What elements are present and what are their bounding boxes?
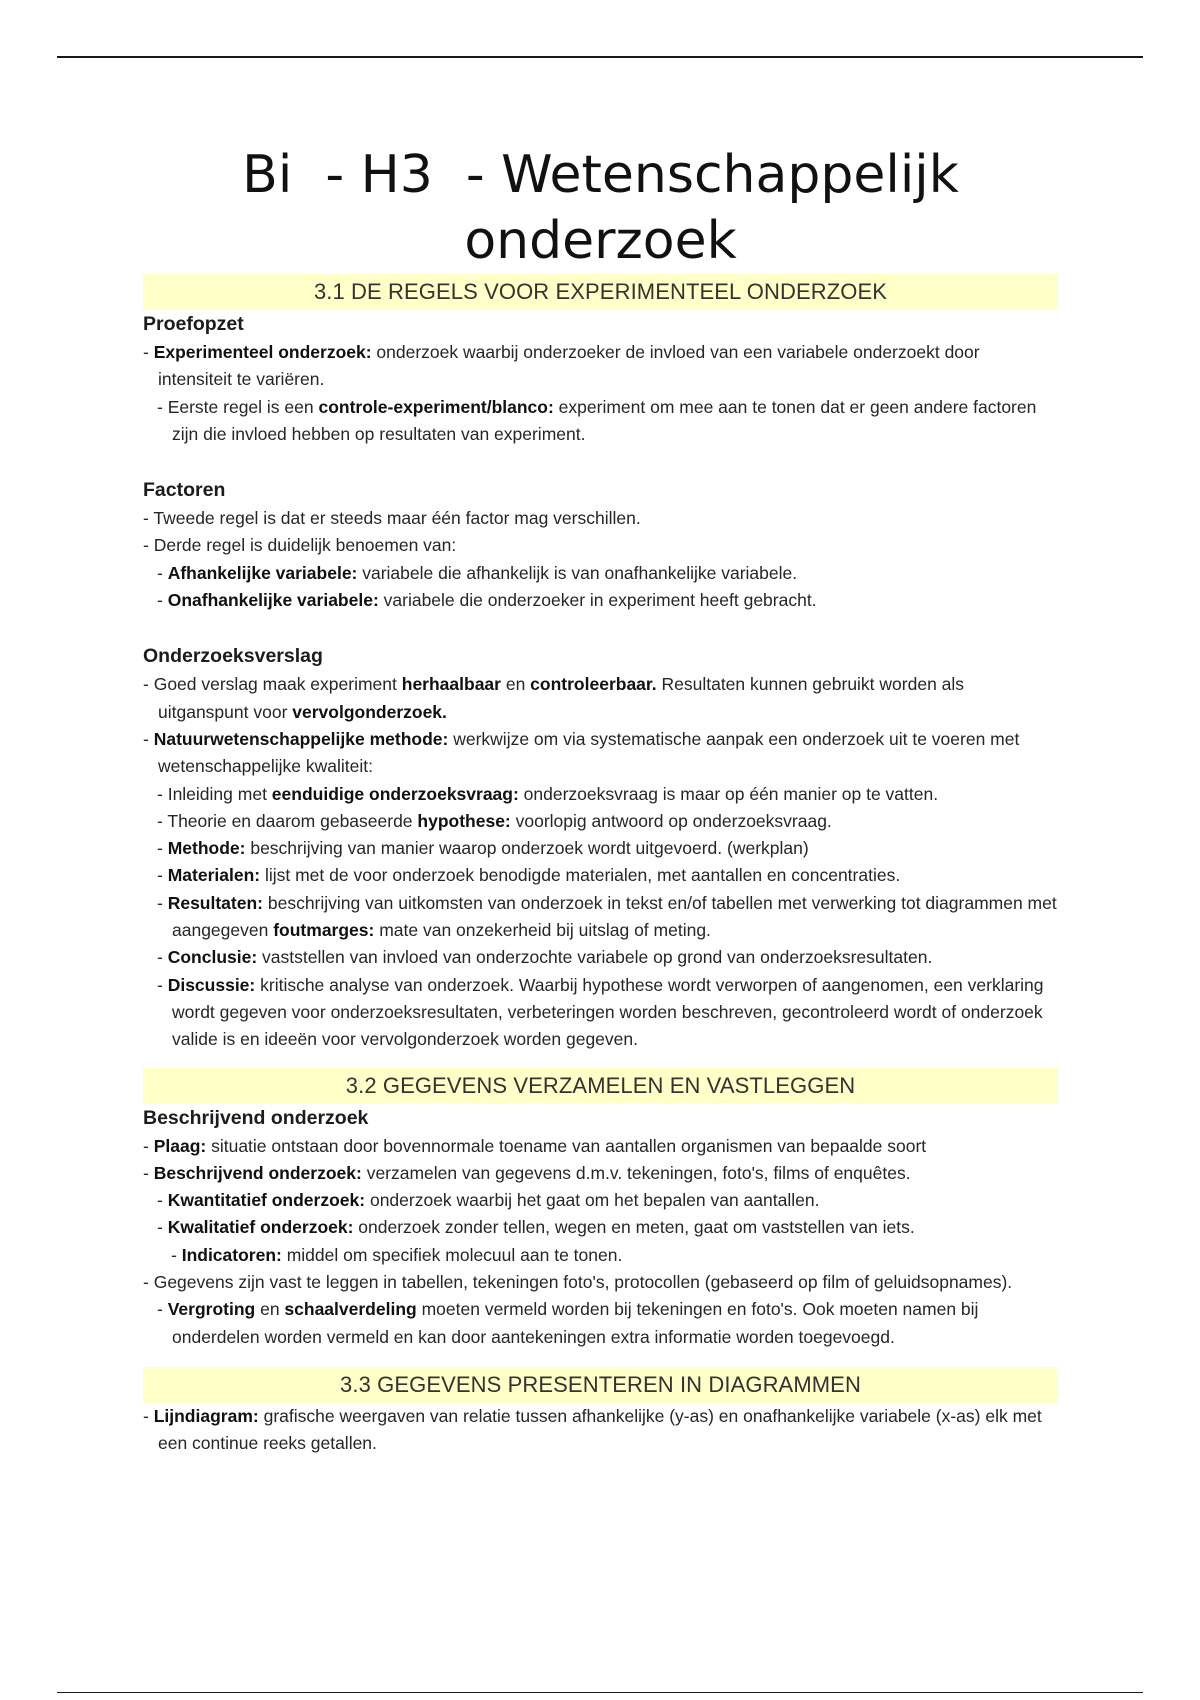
list-item: - Theorie en daarom gebaseerde hypothese: voorlopig antwoord op onderzoeksvraag. [157,810,832,831]
list-item: - Tweede regel is dat er steeds maar één factor mag verschillen. [143,508,641,529]
section-heading-3-2: 3.2 GEGEVENS VERZAMELEN EN VASTLEGGEN [143,1068,1058,1104]
list-item: - Resultaten: beschrijving van uitkomsten van onderzoek in tekst en/of tabellen met verwerking tot diagrammen met aangegeven foutmarges: mate van onzekerheid bij uitslag of meting. [157,892,1057,941]
top-rule [57,56,1143,58]
list-item: - Plaag: situatie ontstaan door bovennormale toename van aantallen organismen van bepaalde soort [143,1135,927,1156]
list-item: - Eerste regel is een controle-experiment/blanco: experiment om mee aan te tonen dat er geen andere factoren zijn die invloed hebben op resultaten van experiment. [157,396,1037,444]
title-line-1: Bi - H3 - Wetenschappelijk [242,145,959,205]
list-item: - Materialen: lijst met de voor onderzoek benodigde materialen, met aantallen en concentraties. [157,865,901,886]
list-item: - Vergroting en schaalverdeling moeten vermeld worden bij tekeningen en foto's. Ook moeten namen bij onderdelen worden vermeld en kan door aantekeningen extra informatie worden toegevoegd. [157,1299,979,1347]
subheading-factoren: Factoren [143,479,226,502]
list-item: - Inleiding met eenduidige onderzoeksvraag: onderzoeksvraag is maar op één manier op te vatten. [157,783,939,804]
document-title [143,142,1058,274]
section-heading-3-1: 3.1 DE REGELS VOOR EXPERIMENTEEL ONDERZOEK [143,274,1058,310]
section-heading-3-3: 3.3 GEGEVENS PRESENTEREN IN DIAGRAMMEN [143,1367,1058,1403]
list-item: - Discussie: kritische analyse van onderzoek. Waarbij hypothese wordt verworpen of aangenomen, een verklaring wordt gegeven voor onderzoeksresultaten, verbeteringen worden beschreven, gecontroleerd wordt of onderzoek valide is en ideeën voor vervolgonderzoek worden gegeven. [157,974,1044,1050]
list-item: - Kwantitatief onderzoek: onderzoek waarbij het gaat om het bepalen van aantallen. [157,1190,820,1211]
bottom-rule [57,1692,1143,1693]
list-item: - Natuurwetenschappelijke methode: werkwijze om via systematische aanpak een onderzoek uit te voeren met wetenschappelijke kwaliteit: [143,728,1020,777]
list-item: - Onafhankelijke variabele: variabele die onderzoeker in experiment heeft gebracht. [157,590,817,611]
list-item: - Beschrijvend onderzoek: verzamelen van gegevens d.m.v. tekeningen, foto's, films of enquêtes. [143,1162,911,1183]
subheading-proefopzet: Proefopzet [143,313,244,335]
list-item: - Afhankelijke variabele: variabele die afhankelijk is van onafhankelijke variabele. [157,562,798,583]
list-item: - Goed verslag maak experiment herhaalbaar en controleerbaar. Resultaten kunnen gebruikt worden als uitganspunt voor vervolgonderzoek. [143,674,965,722]
list-item: - Methode: beschrijving van manier waarop onderzoek wordt uitgevoerd. (werkplan) [157,838,809,859]
subheading-onderzoeksverslag: Onderzoeksverslag [143,645,323,668]
list-item: - Indicatoren: middel om specifiek molecuul aan te tonen. [171,1244,623,1265]
list-item: - Gegevens zijn vast te leggen in tabellen, tekeningen foto's, protocollen (gebaseerd op film of geluidsopnames). [143,1272,1013,1293]
document-body [143,142,1058,1458]
list-item: - Derde regel is duidelijk benoemen van: [143,535,457,556]
list-item: - Experimenteel onderzoek: onderzoek waarbij onderzoeker de invloed van een variabele onderzoekt door intensiteit te variëren. [143,342,980,390]
subheading-beschrijvend-onderzoek: Beschrijvend onderzoek [143,1106,369,1129]
list-item: - Lijndiagram: grafische weergaven van relatie tussen afhankelijke (y-as) en onafhankelijke variabele (x-as) elk met een continue reeks getallen. [143,1405,1042,1454]
title-line-2: onderzoek [464,211,737,271]
list-item: - Conclusie: vaststellen van invloed van onderzochte variabele op grond van onderzoeksresultaten. [157,947,933,968]
list-item: - Kwalitatief onderzoek: onderzoek zonder tellen, wegen en meten, gaat om vaststellen van iets. [157,1217,915,1238]
